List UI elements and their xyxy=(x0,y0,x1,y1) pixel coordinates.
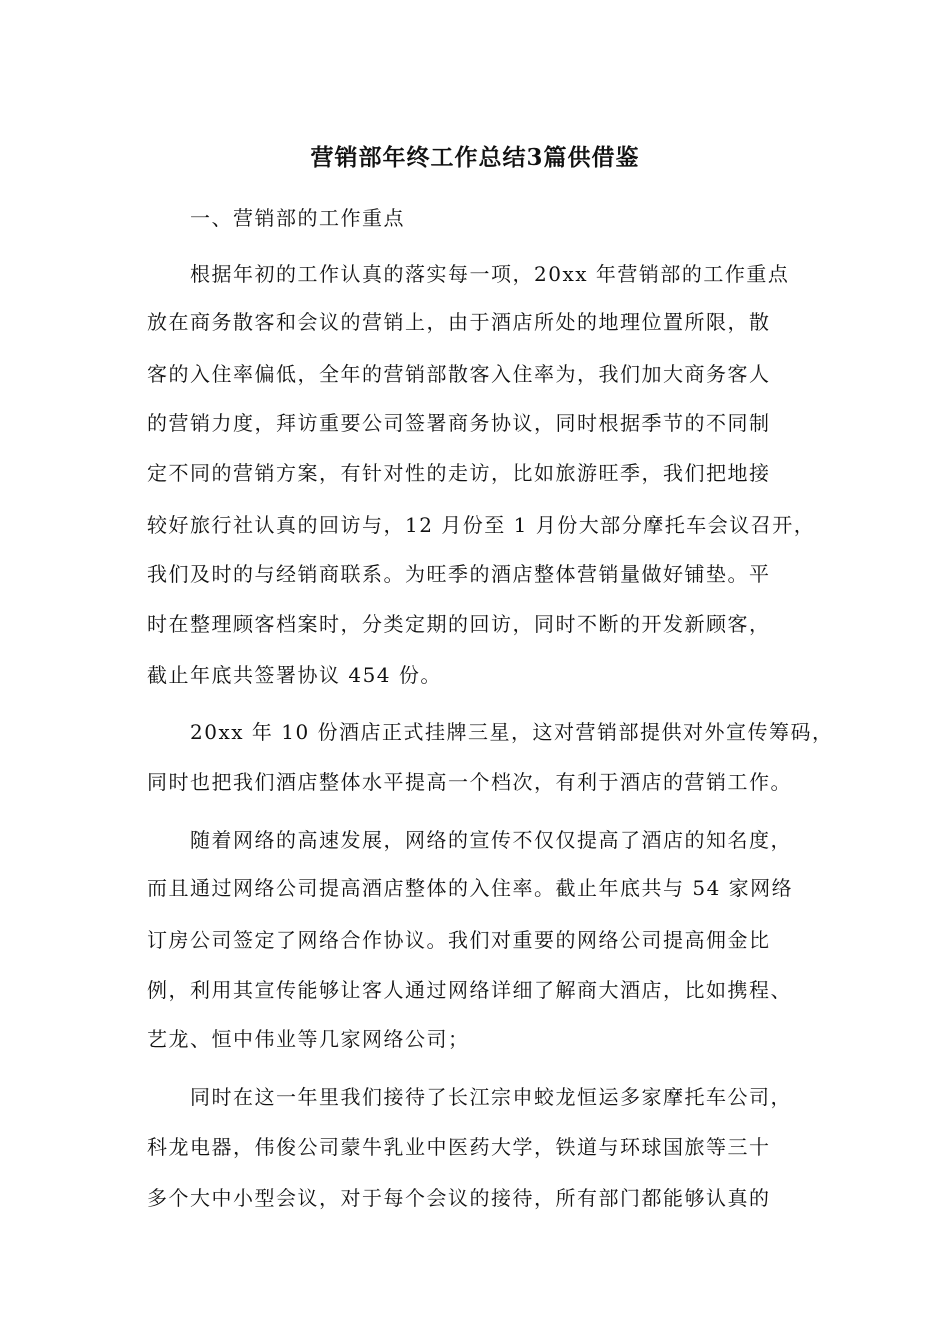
body-line: 同时也把我们酒店整体水平提高一个档次，有利于酒店的营销工作。 xyxy=(147,770,792,794)
body-line: 例，利用其宣传能够让客人通过网络详细了解商大酒店，比如携程、 xyxy=(147,978,792,1002)
body-line: 多个大中小型会议，对于每个会议的接待，所有部门都能够认真的 xyxy=(147,1186,771,1210)
body-line: 的营销力度，拜访重要公司签署商务协议，同时根据季节的不同制 xyxy=(147,411,771,435)
body-line: 客的入住率偏低，全年的营销部散客入住率为，我们加大商务客人 xyxy=(147,362,771,386)
body-line: 根据年初的工作认真的落实每一项，20xx 年营销部的工作重点 xyxy=(190,262,790,286)
body-line: 放在商务散客和会议的营销上，由于酒店所处的地理位置所限，散 xyxy=(147,310,771,334)
section-heading: 一、营销部的工作重点 xyxy=(190,206,405,230)
body-line: 订房公司签定了网络合作协议。我们对重要的网络公司提高佣金比 xyxy=(147,928,771,952)
document-title: 营销部年终工作总结3篇供借鉴 xyxy=(310,144,640,171)
body-line: 定不同的营销方案，有针对性的走访，比如旅游旺季，我们把地接 xyxy=(147,461,771,485)
body-line: 截止年底共签署协议 454 份。 xyxy=(147,663,442,687)
body-line: 我们及时的与经销商联系。为旺季的酒店整体营销量做好铺垫。平 xyxy=(147,562,771,586)
body-line: 科龙电器，伟俊公司蒙牛乳业中医药大学，铁道与环球国旅等三十 xyxy=(147,1135,771,1159)
body-line: 艺龙、恒中伟业等几家网络公司； xyxy=(147,1027,470,1051)
body-line: 时在整理顾客档案时，分类定期的回访，同时不断的开发新顾客， xyxy=(147,612,771,636)
body-line: 随着网络的高速发展，网络的宣传不仅仅提高了酒店的知名度， xyxy=(190,828,792,852)
body-line: 20xx 年 10 份酒店正式挂牌三星，这对营销部提供对外宣传筹码， xyxy=(190,720,834,744)
body-line: 同时在这一年里我们接待了长江宗申蛟龙恒运多家摩托车公司， xyxy=(190,1085,792,1109)
body-line: 而且通过网络公司提高酒店整体的入住率。截止年底共与 54 家网络 xyxy=(147,876,794,900)
body-line: 较好旅行社认真的回访与，12 月份至 1 月份大部分摩托车会议召开， xyxy=(147,513,816,537)
